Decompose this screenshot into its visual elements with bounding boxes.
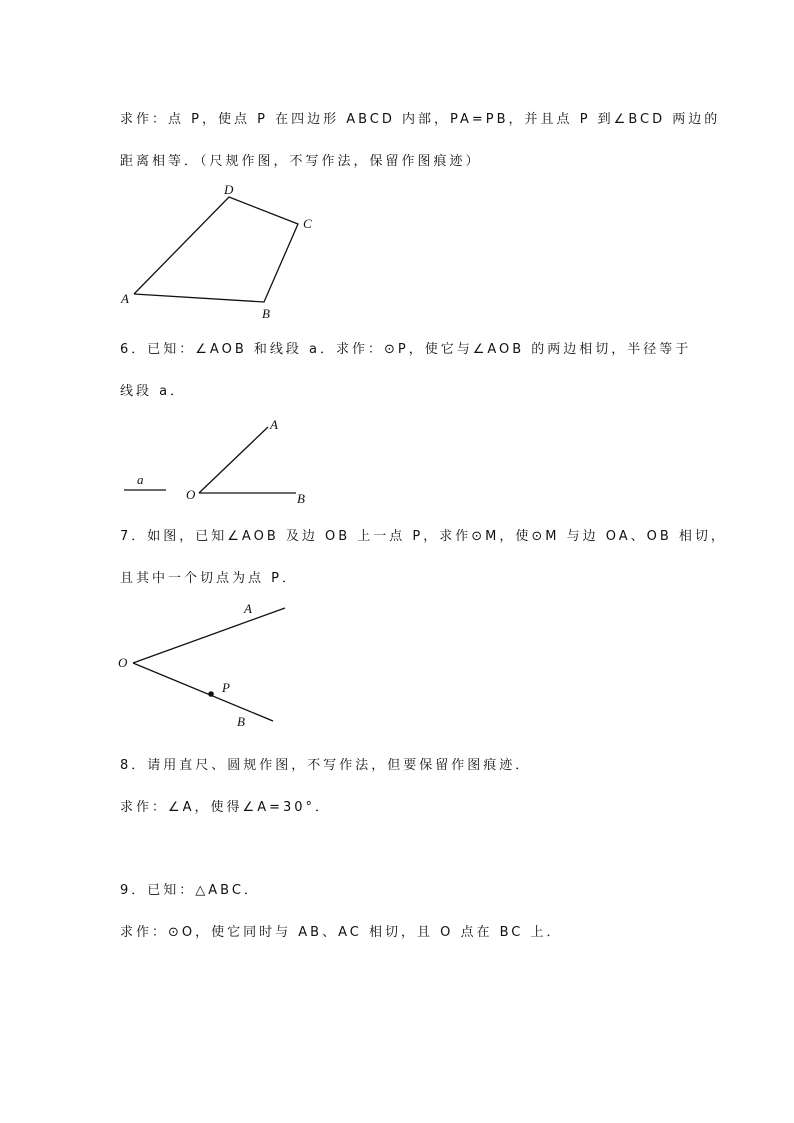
vertex-label-o: O xyxy=(186,487,196,502)
vertex-label-a: A xyxy=(270,417,278,432)
vertex-label-c: C xyxy=(303,216,312,231)
point-label-p: P xyxy=(222,680,230,695)
problem6-line2: 线段 a． xyxy=(120,384,187,399)
vertex-label-d: D xyxy=(224,182,234,197)
vertex-label-b: B xyxy=(297,491,305,506)
point-p xyxy=(208,691,214,697)
problem5-line2: 距离相等．（尺规作图，不写作法，保留作图痕迹） xyxy=(120,154,482,169)
ray-oa xyxy=(199,427,268,493)
vertex-label-b: B xyxy=(237,714,245,729)
vertex-label-b: B xyxy=(262,306,270,321)
vertex-label-a: A xyxy=(244,601,252,616)
problem7-line1: 7．如图，已知∠AOB 及边 OB 上一点 P，求作⊙M，使⊙M 与边 OA、OB 相切， xyxy=(120,529,727,544)
quadrilateral-abcd-figure xyxy=(120,182,312,321)
problem5-line1: 求作：点 P，使点 P 在四边形 ABCD 内部，PA=PB，并且点 P 到∠BCD 两边的 xyxy=(120,112,721,127)
quadrilateral-outline xyxy=(134,197,298,302)
ray-oa xyxy=(133,608,285,663)
problem8-line2: 求作：∠A，使得∠A=30°． xyxy=(120,800,332,815)
vertex-label-a: A xyxy=(121,291,129,306)
angle-aob-point-p-figure xyxy=(118,601,285,729)
segment-label-a: a xyxy=(137,472,144,487)
problem8-line1: 8．请用直尺、圆规作图，不写作法，但要保留作图痕迹． xyxy=(120,758,532,773)
ray-ob xyxy=(133,663,273,721)
problem6-line1: 6．已知：∠AOB 和线段 a．求作：⊙P，使它与∠AOB 的两边相切，半径等于 xyxy=(120,342,692,357)
vertex-label-o: O xyxy=(118,655,128,670)
problem7-line2: 且其中一个切点为点 P． xyxy=(120,571,298,586)
problem9-line2: 求作：⊙O，使它同时与 AB、AC 相切，且 O 点在 BC 上． xyxy=(120,925,563,940)
angle-aob-segment-a-figure xyxy=(124,417,305,506)
problem9-line1: 9．已知：△ABC． xyxy=(120,883,260,898)
